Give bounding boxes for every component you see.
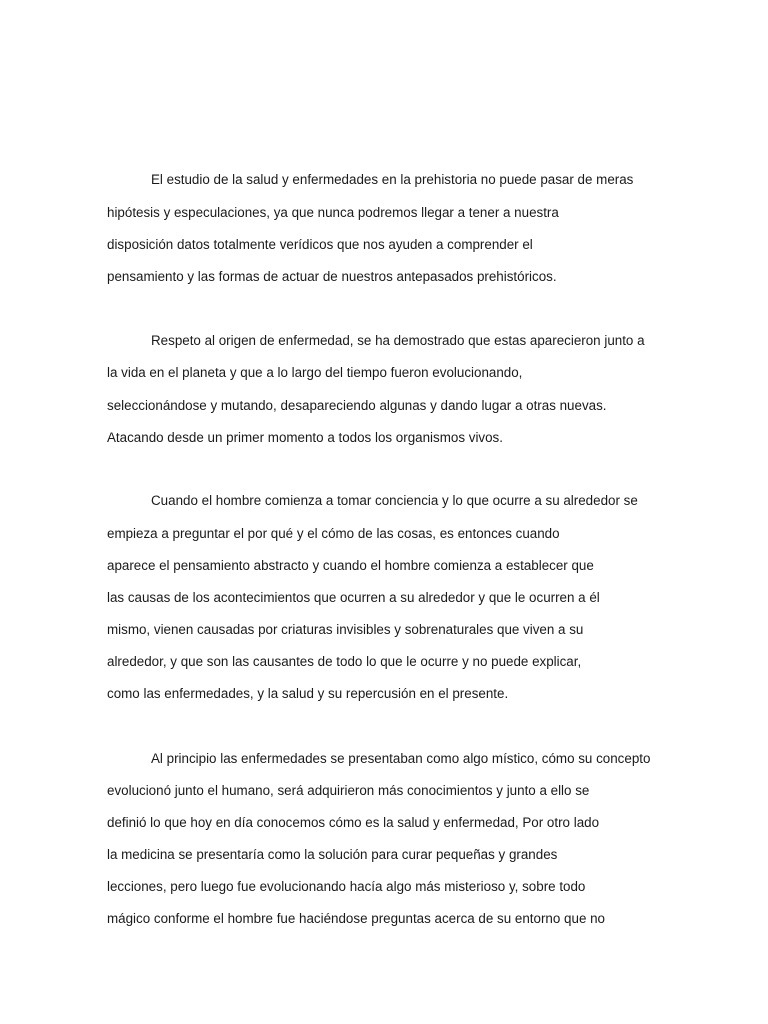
paragraph-line: lecciones, pero luego fue evolucionando hacía algo más misterioso y, sobre todo <box>107 879 586 894</box>
paragraph-line: mágico conforme el hombre fue haciéndose preguntas acerca de su entorno que no <box>107 911 606 926</box>
paragraph-line: como las enfermedades, y la salud y su repercusión en el presente. <box>107 686 509 701</box>
paragraph-line: Al principio las enfermedades se presentaban como algo místico, cómo su concepto <box>151 751 651 766</box>
paragraph-line: la vida en el planeta y que a lo largo del tiempo fueron evolucionando, <box>107 365 523 380</box>
paragraph-line: la medicina se presentaría como la solución para curar pequeñas y grandes <box>107 847 558 862</box>
paragraph-line: alrededor, y que son las causantes de todo lo que le ocurre y no puede explicar, <box>107 654 582 669</box>
paragraph-line: seleccionándose y mutando, desapareciendo algunas y dando lugar a otras nuevas. <box>107 398 607 413</box>
paragraph-line: Respeto al origen de enfermedad, se ha demostrado que estas aparecieron junto a <box>151 333 645 348</box>
paragraph-line: Cuando el hombre comienza a tomar conciencia y lo que ocurre a su alrededor se <box>151 493 638 508</box>
paragraph-line: mismo, vienen causadas por criaturas invisibles y sobrenaturales que viven a su <box>107 622 584 637</box>
paragraph-line: aparece el pensamiento abstracto y cuando el hombre comienza a establecer que <box>107 558 594 573</box>
paragraph-line: las causas de los acontecimientos que ocurren a su alrededor y que le ocurren a él <box>107 590 600 605</box>
paragraph-line: empieza a preguntar el por qué y el cómo de las cosas, es entonces cuando <box>107 526 560 541</box>
paragraph-line: El estudio de la salud y enfermedades en la prehistoria no puede pasar de meras <box>151 172 634 187</box>
paragraph-line: hipótesis y especulaciones, ya que nunca podremos llegar a tener a nuestra <box>107 205 559 220</box>
paragraph-line: definió lo que hoy en día conocemos cómo es la salud y enfermedad, Por otro lado <box>107 815 600 830</box>
paragraph-line: disposición datos totalmente verídicos que nos ayuden a comprender el <box>107 237 533 252</box>
paragraph-line: pensamiento y las formas de actuar de nuestros antepasados prehistóricos. <box>107 269 557 284</box>
paragraph-line: evolucionó junto el humano, será adquirieron más conocimientos y junto a ello se <box>107 783 590 798</box>
paragraph-line: Atacando desde un primer momento a todos los organismos vivos. <box>107 430 503 445</box>
